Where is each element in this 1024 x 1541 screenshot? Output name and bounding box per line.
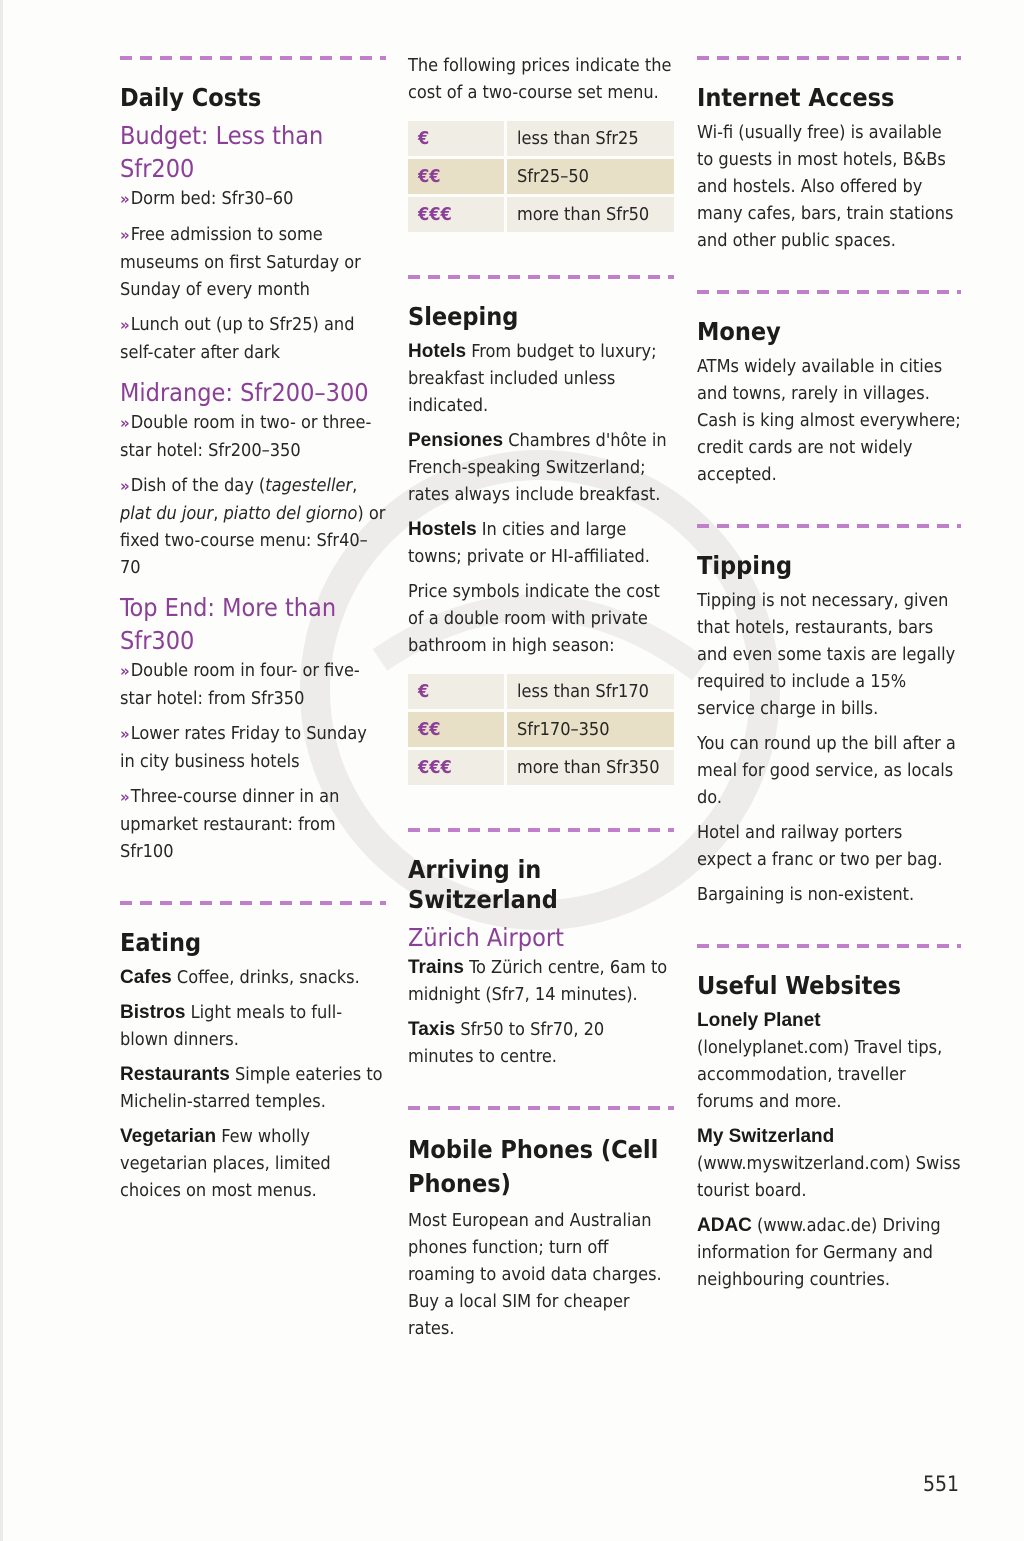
internet-text: Wi-fi (usually free) is available to guests in most hotels, B&Bs and hostels. Also offered by many cafes, bars, train stations and other public spaces. bbox=[697, 122, 954, 251]
topend-item: »Three-course dinner in an upmarket restaurant: from Sfr100 bbox=[120, 786, 340, 862]
table-row: €€€ more than Sfr50 bbox=[408, 197, 674, 232]
table-row: € less than Sfr170 bbox=[408, 674, 674, 709]
meal-price-table bbox=[408, 118, 674, 235]
website-item: Lonely Planet (lonelyplanet.com) Travel tips, accommodation, traveller forums and more. bbox=[697, 1010, 943, 1112]
midrange-subheading: Midrange: Sfr200–300 bbox=[120, 378, 369, 407]
chevron-right-icon: » bbox=[120, 725, 130, 743]
page-number: 551 bbox=[922, 1472, 959, 1496]
website-item: My Switzerland (www.myswitzerland.com) Swiss tourist board. bbox=[697, 1126, 961, 1201]
section-divider bbox=[408, 1106, 674, 1110]
arriving-item: Trains To Zürich centre, 6am to midnight (Sfr7, 14 minutes). bbox=[408, 957, 668, 1005]
page-edge bbox=[0, 0, 3, 1541]
daily-costs-heading: Daily Costs bbox=[120, 83, 262, 112]
room-price-table bbox=[408, 671, 674, 788]
table-row: €€ Sfr25–50 bbox=[408, 159, 674, 194]
sleeping-item: Hotels From budget to luxury; breakfast included unless indicated. bbox=[408, 341, 657, 416]
chevron-right-icon: » bbox=[120, 788, 130, 806]
money-heading: Money bbox=[697, 317, 781, 346]
section-divider bbox=[408, 275, 674, 279]
table-row: € less than Sfr25 bbox=[408, 121, 674, 156]
section-divider bbox=[697, 290, 961, 294]
eating-item: Restaurants Simple eateries to Michelin-starred temples. bbox=[120, 1064, 383, 1112]
table-row: €€ Sfr170–350 bbox=[408, 712, 674, 747]
meal-prices-intro: The following prices indicate the cost of a two-course set menu. bbox=[408, 55, 672, 103]
tipping-paragraph: Tipping is not necessary, given that hotels, restaurants, bars and even some taxis are legally required to include a 15% service charge in bills. bbox=[697, 590, 956, 719]
mobile-phones-heading: Mobile Phones (Cell Phones) bbox=[408, 1135, 659, 1198]
tipping-heading: Tipping bbox=[697, 551, 793, 580]
topend-subheading: Top End: More than Sfr300 bbox=[120, 593, 337, 655]
sleeping-heading: Sleeping bbox=[408, 302, 519, 331]
chevron-right-icon: » bbox=[120, 190, 130, 208]
arriving-item: Taxis Sfr50 to Sfr70, 20 minutes to centre. bbox=[408, 1019, 605, 1067]
table-row: €€€ more than Sfr350 bbox=[408, 750, 674, 785]
airport-subheading: Zürich Airport bbox=[408, 923, 564, 952]
budget-item: »Dorm bed: Sfr30–60 bbox=[120, 188, 294, 209]
money-text: ATMs widely available in cities and towns, rarely in villages. Cash is king almost everywhere; credit cards are not widely accepted. bbox=[697, 356, 961, 485]
websites-heading: Useful Websites bbox=[697, 971, 902, 1000]
topend-item: »Double room in four- or five-star hotel: from Sfr350 bbox=[120, 660, 360, 709]
midrange-item: »Dish of the day (tagesteller, plat du jour, piatto del giorno) or fixed two-course menu: Sfr40–70 bbox=[120, 475, 386, 578]
internet-heading: Internet Access bbox=[697, 83, 895, 112]
section-divider bbox=[697, 524, 961, 528]
eating-heading: Eating bbox=[120, 928, 202, 957]
tipping-paragraph: Bargaining is non-existent. bbox=[697, 884, 915, 905]
mobile-phones-text: Most European and Australian phones function; turn off roaming to avoid data charges. Buy a local SIM for cheaper rates. bbox=[408, 1210, 662, 1339]
topend-item: »Lower rates Friday to Sunday in city business hotels bbox=[120, 723, 367, 772]
budget-item: »Lunch out (up to Sfr25) and self-cater after dark bbox=[120, 314, 355, 363]
eating-item: Bistros Light meals to full-blown dinners. bbox=[120, 1002, 343, 1050]
column-3 bbox=[697, 0, 961, 1301]
column-1 bbox=[120, 0, 386, 1212]
section-divider bbox=[120, 56, 386, 60]
chevron-right-icon: » bbox=[120, 226, 130, 244]
arriving-heading: Arriving in Switzerland bbox=[408, 855, 558, 914]
section-divider bbox=[697, 56, 961, 60]
sleeping-item: Hostels In cities and large towns; private or HI-affiliated. bbox=[408, 519, 650, 567]
section-divider bbox=[408, 828, 674, 832]
eating-item: Cafes Coffee, drinks, snacks. bbox=[120, 967, 360, 988]
section-divider bbox=[697, 944, 961, 948]
midrange-item: »Double room in two- or three-star hotel: Sfr200–350 bbox=[120, 412, 372, 461]
website-item: ADAC (www.adac.de) Driving information for Germany and neighbouring countries. bbox=[697, 1215, 941, 1290]
tipping-paragraph: You can round up the bill after a meal for good service, as locals do. bbox=[697, 733, 956, 808]
budget-subheading: Budget: Less than Sfr200 bbox=[120, 121, 324, 183]
chevron-right-icon: » bbox=[120, 316, 130, 334]
chevron-right-icon: » bbox=[120, 662, 130, 680]
sleeping-price-note: Price symbols indicate the cost of a double room with private bathroom in high season: bbox=[408, 581, 660, 656]
sleeping-item: Pensiones Chambres d'hôte in French-speaking Switzerland; rates always include breakfast. bbox=[408, 430, 667, 505]
chevron-right-icon: » bbox=[120, 477, 130, 495]
column-2 bbox=[408, 0, 674, 1350]
eating-item: Vegetarian Few wholly vegetarian places, limited choices on most menus. bbox=[120, 1126, 331, 1201]
budget-item: »Free admission to some museums on first Saturday or Sunday of every month bbox=[120, 224, 361, 300]
section-divider bbox=[120, 901, 386, 905]
tipping-paragraph: Hotel and railway porters expect a franc or two per bag. bbox=[697, 822, 943, 870]
chevron-right-icon: » bbox=[120, 414, 130, 432]
